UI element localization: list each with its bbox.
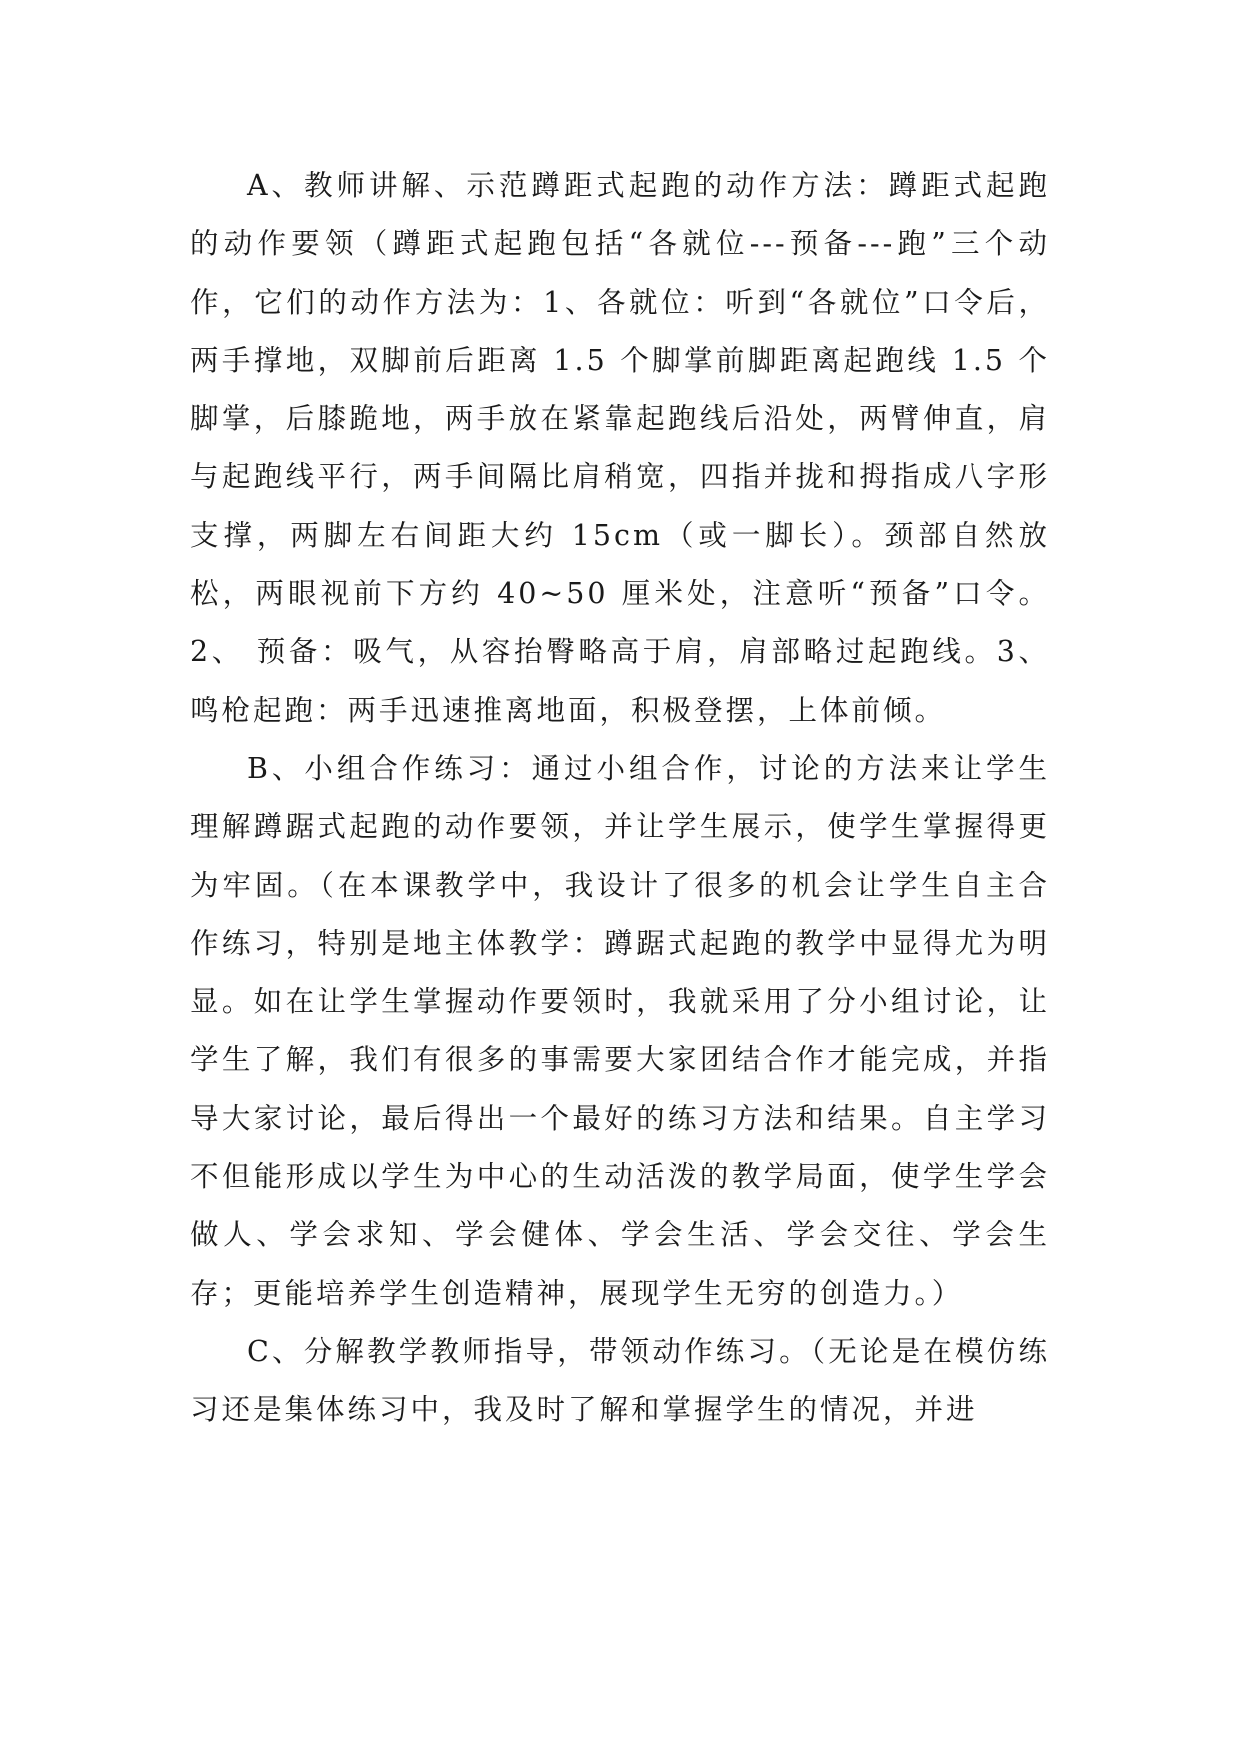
- paragraph-a: A、教师讲解、示范蹲距式起跑的动作方法：蹲距式起跑的动作要领（蹲距式起跑包括“各就位---预备---跑”三个动作，它们的动作方法为：1、各就位：听到“各就位”口令后，两手撑地，双脚前后距离 1.5 个脚掌前脚距离起跑线 1.5 个脚掌，后膝跪地，两手放在紧靠起跑线后沿处，两臂伸直，肩与起跑线平行，两手间隔比肩稍宽，四指并拢和拇指成八字形支撑，两脚左右间距大约 15cm（或一脚长）。颈部自然放松，两眼视前下方约 40~50 厘米处，注意听“预备”口令。2、 预备：吸气，从容抬臀略高于肩，肩部略过起跑线。3、鸣枪起跑：两手迅速推离地面，积极登摆，上体前倾。: [190, 169, 1050, 727]
- paragraph-c: C、分解教学教师指导，带领动作练习。（无论是在模仿练习还是集体练习中，我及时了解和掌握学生的情况，并进: [190, 1334, 1050, 1427]
- paragraph-b: B、小组合作练习：通过小组合作，讨论的方法来让学生理解蹲踞式起跑的动作要领，并让学生展示，使学生掌握得更为牢固。（在本课教学中，我设计了很多的机会让学生自主合作练习，特别是地主体教学：蹲踞式起跑的教学中显得尤为明显。如在让学生掌握动作要领时，我就采用了分小组讨论，让学生了解，我们有很多的事需要大家团结合作才能完成，并指导大家讨论，最后得出一个最好的练习方法和结果。自主学习不但能形成以学生为中心的生动活泼的教学局面，使学生学会做人、学会求知、学会健体、学会生活、学会交往、学会生存；更能培养学生创造精神，展现学生无穷的创造力。）: [190, 751, 1050, 1310]
- document-body: [190, 157, 1050, 1440]
